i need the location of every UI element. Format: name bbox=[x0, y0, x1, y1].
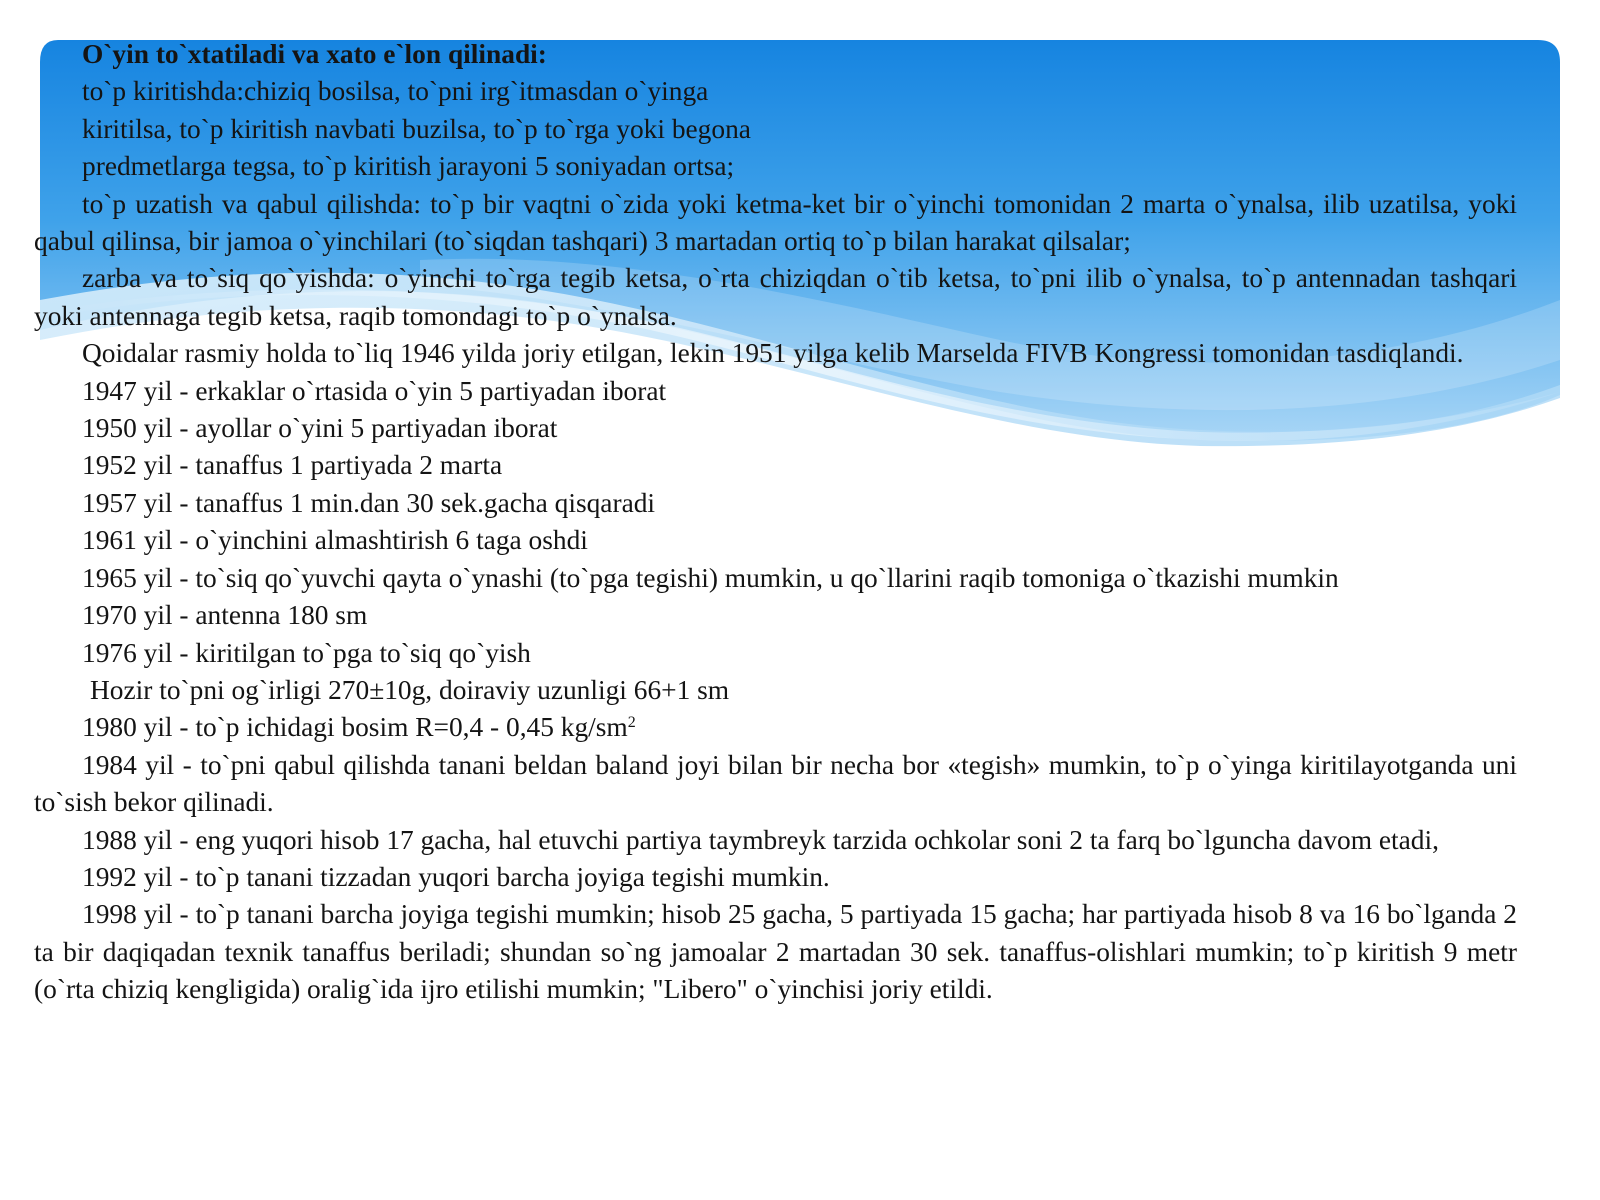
timeline-1976: 1976 yil - kiritilgan to`pga to`siq qo`yish bbox=[82, 637, 531, 668]
timeline-1950: 1950 yil - ayollar o`yini 5 partiyadan iborat bbox=[82, 413, 558, 444]
serve-errors-line-2: kiritilsa, to`p kiritish navbati buzilsa, to`p to`rga yoki begona bbox=[82, 113, 751, 144]
timeline-1980 bbox=[34, 709, 1517, 746]
timeline-1980-text: 1980 yil - to`p ichidagi bosim R=0,4 - 0,45 kg/sm bbox=[82, 712, 628, 743]
timeline-1965: 1965 yil - to`siq qo`yuvchi qayta o`ynashi (to`pga tegishi) mumkin, u qo`llarini raqib tomoniga o`tkazishi mumkin bbox=[82, 562, 1339, 593]
timeline-1957: 1957 yil - tanaffus 1 min.dan 30 sek.gacha qisqaradi bbox=[82, 487, 656, 518]
passing-errors-paragraph: to`p uzatish va qabul qilishda: to`p bir vaqtni o`zida yoki ketma-ket bir o`yinchi tomonidan 2 marta o`ynalsa, ilib uzatilsa, yoki qabul qilinsa, bir jamoa o`yinchilari (to`siqdan tashqari) 3 martadan ortiq to`p bilan harakat qilsalar; bbox=[34, 188, 1517, 257]
timeline-1970: 1970 yil - antenna 180 sm bbox=[82, 600, 368, 631]
rules-adoption-paragraph: Qoidalar rasmiy holda to`liq 1946 yilda joriy etilgan, lekin 1951 yilga kelib Marselda FIVB Kongressi tomonidan tasdiqlandi. bbox=[82, 338, 1464, 369]
timeline-1947: 1947 yil - erkaklar o`rtasida o`yin 5 partiyadan iborat bbox=[82, 375, 667, 406]
attack-errors-paragraph: zarba va to`siq qo`yishda: o`yinchi to`rga tegib ketsa, o`rta chiziqdan o`tib ketsa, to`pni ilib o`ynalsa, to`p antennadan tashqari yoki antennaga tegib ketsa, raqib tomondagi to`p o`ynalsa. bbox=[34, 263, 1517, 331]
timeline-1980-superscript: 2 bbox=[627, 714, 636, 732]
timeline-1984: 1984 yil - to`pni qabul qilishda tanani beldan baland joyi bilan bir necha bor «tegish» mumkin, to`p o`yinga kiritilayotganda uni to`sish bekor qilinadi. bbox=[34, 749, 1517, 818]
document-text bbox=[34, 36, 1517, 1009]
timeline-1961: 1961 yil - o`yinchini almashtirish 6 taga oshdi bbox=[82, 525, 588, 556]
serve-errors-line-3: predmetlarga tegsa, to`p kiritish jarayoni 5 soniyadan ortsa; bbox=[82, 151, 735, 182]
current-ball-spec: Hozir to`pni og`irligi 270±10g, doiraviy uzunligi 66+1 sm bbox=[90, 674, 730, 705]
timeline-1952: 1952 yil - tanaffus 1 partiyada 2 marta bbox=[82, 450, 503, 481]
serve-errors-line-1: to`p kiritishda:chiziq bosilsa, to`pni irg`itmasdan o`yinga bbox=[82, 76, 709, 107]
timeline-1988: 1988 yil - eng yuqori hisob 17 gacha, hal etuvchi partiya taymbreyk tarzida ochkolar soni 2 ta farq bo`lguncha davom etadi, bbox=[82, 824, 1439, 855]
timeline-1992: 1992 yil - to`p tanani tizzadan yuqori barcha joyiga tegishi mumkin. bbox=[82, 861, 830, 892]
timeline-1998: 1998 yil - to`p tanani barcha joyiga tegishi mumkin; hisob 25 gacha, 5 partiyada 15 gacha; har partiyada hisob 8 va 16 bo`lganda 2 ta bir daqiqadan texnik tanaffus beriladi; shundan so`ng jamoalar 2 martadan 30 sek. tanaffus-olishlari mumkin; to`p kiritish 9 metr (o`rta chiziq kengligida) oralig`ida ijro etilishi mumkin; "Libero" o`yinchisi joriy etildi. bbox=[34, 899, 1517, 1005]
section-heading: O`yin to`xtatiladi va xato e`lon qilinadi: bbox=[82, 39, 547, 69]
